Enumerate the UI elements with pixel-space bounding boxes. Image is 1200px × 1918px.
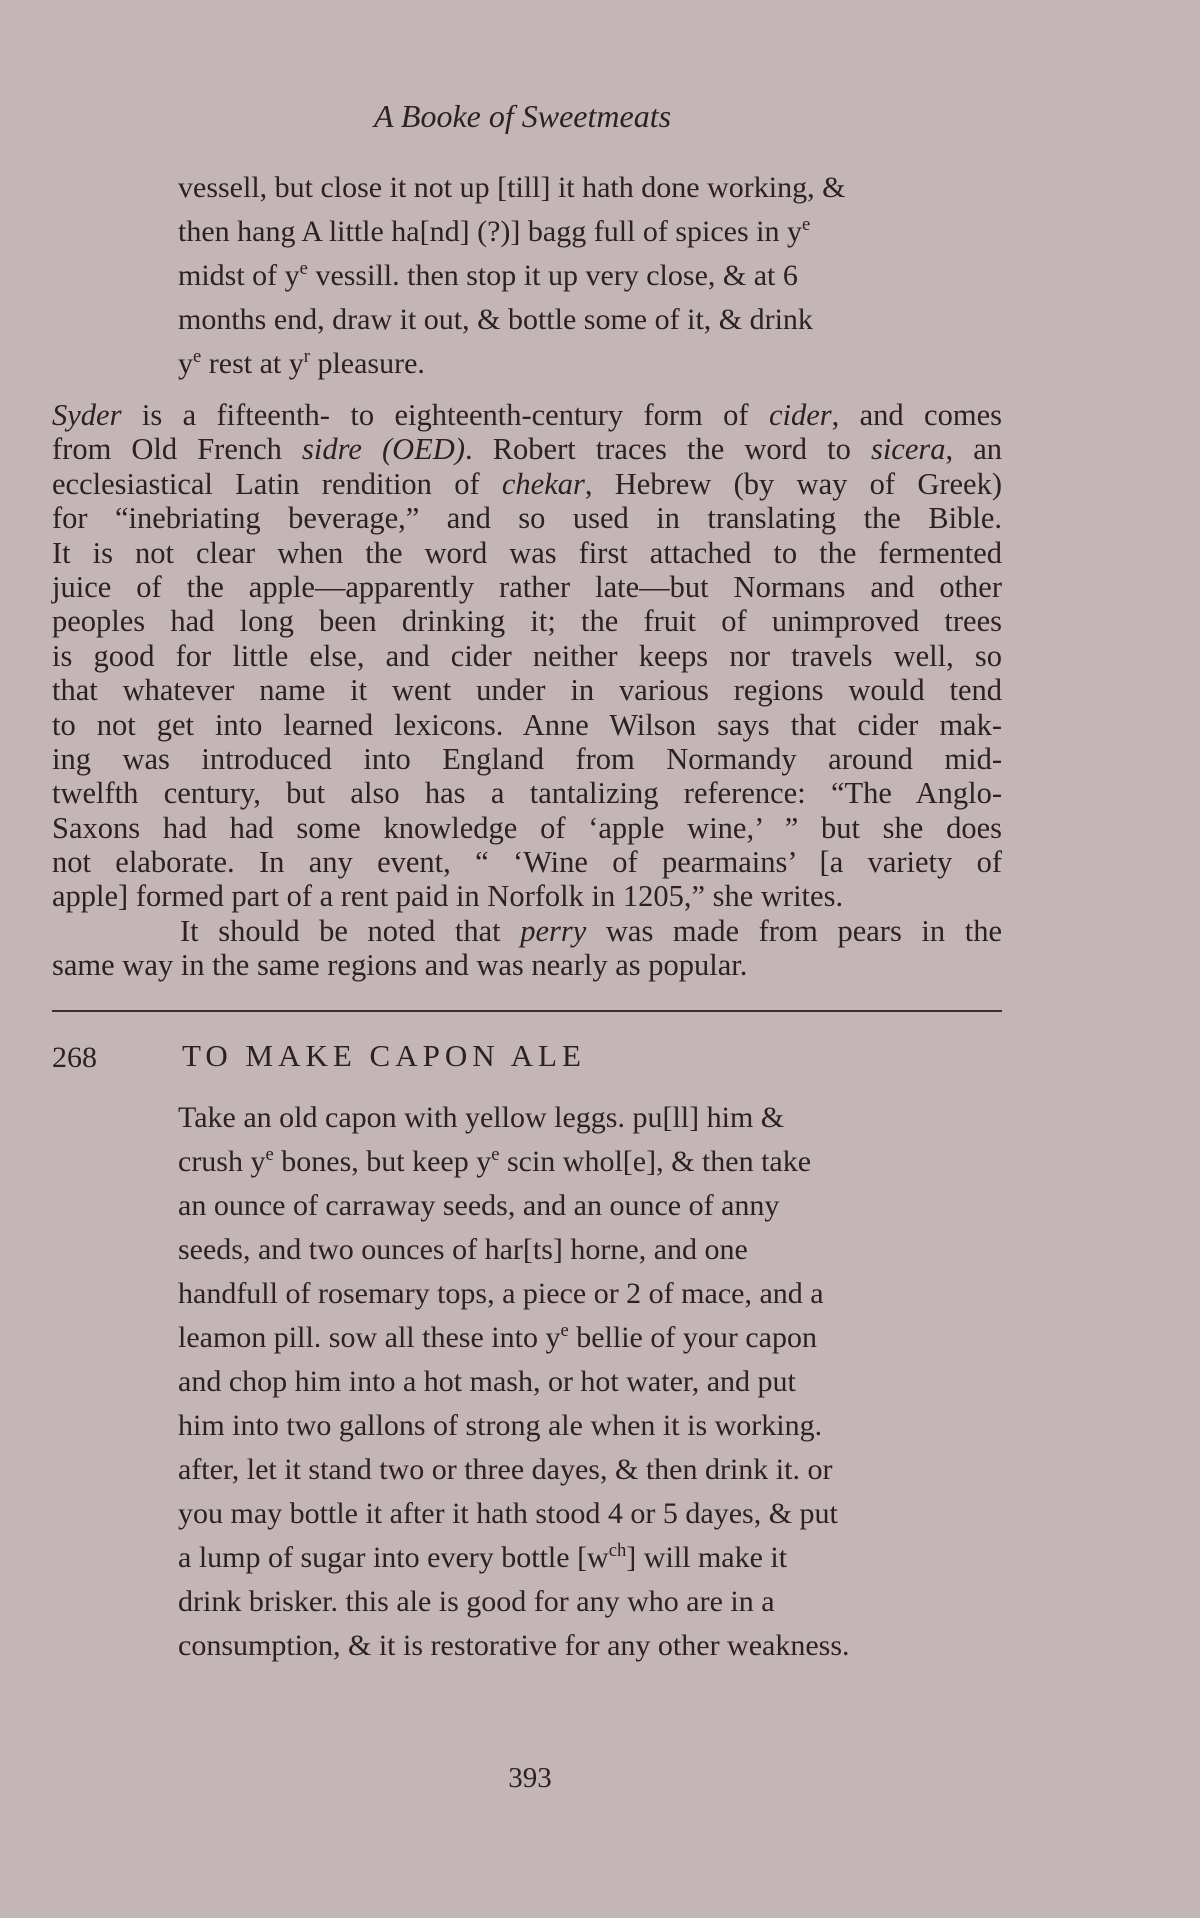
- text-run: , and comes: [831, 398, 1002, 432]
- text-run: you may bottle it after it hath stood 4 or 5 dayes, & put: [178, 1497, 838, 1530]
- recipe-line: [178, 1492, 850, 1536]
- superscript: e: [560, 1319, 569, 1341]
- superscript: e: [491, 1143, 500, 1165]
- text-run: scin whol[e], & then take: [499, 1145, 812, 1178]
- italic-term: sicera: [870, 432, 946, 467]
- recipe-line: [178, 1536, 850, 1580]
- superscript: ch: [608, 1539, 627, 1561]
- text-run: bones, but keep y: [273, 1145, 492, 1178]
- text-run: months end, draw it out, & bottle some of it, & drink: [178, 303, 813, 336]
- recipe-line: [178, 298, 845, 342]
- commentary-line: [52, 501, 1002, 535]
- italic-term: chekar: [501, 466, 585, 501]
- commentary-line: [52, 914, 1002, 948]
- text-run: from Old French: [52, 432, 303, 467]
- superscript: r: [303, 345, 310, 367]
- text-run: an ounce of carraway seeds, and an ounce of anny: [178, 1189, 780, 1222]
- recipe-line: [178, 254, 845, 298]
- text-run: a lump of sugar into every bottle [w: [178, 1541, 609, 1574]
- superscript: e: [299, 257, 308, 279]
- text-run: vessell, but close it not up [till] it hath done working, &: [178, 171, 846, 204]
- text-run: Take an old capon with yellow leggs. pu[ll] him &: [178, 1101, 785, 1134]
- commentary-line: [52, 673, 1002, 707]
- commentary-line: [52, 811, 1002, 845]
- text-run: was made from pears in the: [586, 913, 1002, 948]
- commentary-line: [52, 776, 1002, 810]
- recipe-line: [178, 1624, 850, 1668]
- recipe-line: [178, 1360, 850, 1404]
- text-run: to not get into learned lexicons. Anne Wilson says that cider mak-: [52, 707, 1002, 742]
- superscript: e: [193, 345, 202, 367]
- recipe-title: TO MAKE CAPON ALE: [182, 1038, 586, 1073]
- commentary-line: [52, 604, 1002, 638]
- text-run: ] will make it: [626, 1541, 788, 1574]
- text-run: . Robert traces the word to: [464, 432, 871, 467]
- text-run: and chop him into a hot mash, or hot water, and put: [178, 1365, 796, 1398]
- superscript: e: [802, 213, 811, 235]
- text-run: peoples had long been drinking it; the fruit of unimproved trees: [52, 604, 1002, 639]
- text-run: Saxons had had some knowledge of ‘apple wine,’ ” but she does: [52, 810, 1002, 845]
- commentary-line: [52, 398, 1002, 432]
- text-run: that whatever name it went under in various regions would tend: [52, 673, 1002, 708]
- text-run: is a fifteenth- to eighteenth-century form of: [121, 398, 769, 432]
- text-run: bellie of your capon: [568, 1321, 817, 1354]
- recipe-body: [178, 1096, 850, 1668]
- recipe-line: [178, 1272, 850, 1316]
- recipe-line: [178, 1580, 850, 1624]
- commentary-line: [52, 570, 1002, 604]
- recipe-line: [178, 1316, 850, 1360]
- commentary-line: [52, 432, 1002, 466]
- commentary-line: [52, 845, 1002, 879]
- text-run: ing was introduced into England from Normandy around mid-: [52, 741, 1002, 776]
- recipe-line: [178, 1140, 850, 1184]
- text-run: drink brisker. this ale is good for any who are in a: [178, 1585, 775, 1618]
- commentary-line: [52, 879, 1002, 913]
- text-run: not elaborate. In any event, “ ‘Wine of pearmains’ [a variety of: [52, 845, 1002, 880]
- recipe-line: [178, 1448, 850, 1492]
- recipe-number: 268: [52, 1041, 97, 1074]
- italic-term: cider: [768, 398, 832, 432]
- text-run: same way in the same regions and was nearly as popular.: [52, 948, 748, 983]
- text-run: leamon pill. sow all these into y: [178, 1321, 561, 1354]
- text-run: is good for little else, and cider neither keeps nor travels well, so: [52, 638, 1002, 673]
- commentary-paragraph: [52, 398, 1002, 983]
- recipe-line: [178, 166, 845, 210]
- text-run: , Hebrew (by way of Greek): [584, 466, 1002, 501]
- recipe-line: [178, 1096, 850, 1140]
- italic-term: perry: [520, 913, 587, 948]
- page-number: 393: [508, 1762, 552, 1794]
- text-run: rest at y: [201, 347, 304, 380]
- text-run: pleasure.: [309, 347, 425, 380]
- commentary-line: [52, 467, 1002, 501]
- recipe-continuation: [178, 166, 845, 386]
- text-run: It should be noted that: [180, 913, 521, 948]
- text-run: ecclesiastical Latin rendition of: [52, 466, 502, 501]
- commentary-line: [52, 639, 1002, 673]
- recipe-line: [178, 1184, 850, 1228]
- commentary-line: [52, 742, 1002, 776]
- text-run: twelfth century, but also has a tantalizing reference: “The Anglo-: [52, 776, 1002, 811]
- running-head: A Booke of Sweetmeats: [373, 98, 672, 134]
- text-run: vessill. then stop it up very close, & at 6: [307, 259, 798, 292]
- text-run: then hang A little ha[nd] (?)] bagg full of spices in y: [178, 215, 803, 248]
- text-run: seeds, and two ounces of har[ts] horne, and one: [178, 1233, 748, 1266]
- recipe-line: [178, 1228, 850, 1272]
- text-run: midst of y: [178, 259, 300, 292]
- superscript: e: [265, 1143, 274, 1165]
- italic-term: sidre (OED): [302, 432, 465, 467]
- recipe-line: [178, 210, 845, 254]
- italic-term: Syder: [52, 398, 122, 432]
- text-run: for “inebriating beverage,” and so used in translating the Bible.: [52, 501, 1002, 536]
- commentary-line: [52, 536, 1002, 570]
- text-run: after, let it stand two or three dayes, & then drink it. or: [178, 1453, 833, 1486]
- text-run: crush y: [178, 1145, 266, 1178]
- text-run: him into two gallons of strong ale when it is working.: [178, 1409, 823, 1442]
- text-run: consumption, & it is restorative for any other weakness.: [178, 1629, 850, 1662]
- commentary-line: [52, 948, 1002, 982]
- section-rule: [52, 1010, 1002, 1012]
- commentary-line: [52, 708, 1002, 742]
- text-run: , an: [945, 432, 1003, 467]
- recipe-line: [178, 1404, 850, 1448]
- text-run: It is not clear when the word was first attached to the fermented: [52, 535, 1002, 570]
- text-run: juice of the apple—apparently rather late—but Normans and other: [52, 569, 1002, 604]
- text-run: apple] formed part of a rent paid in Norfolk in 1205,” she writes.: [52, 879, 844, 914]
- text-run: handfull of rosemary tops, a piece or 2 of mace, and a: [178, 1277, 824, 1310]
- text-run: y: [178, 347, 193, 380]
- recipe-line: [178, 342, 845, 386]
